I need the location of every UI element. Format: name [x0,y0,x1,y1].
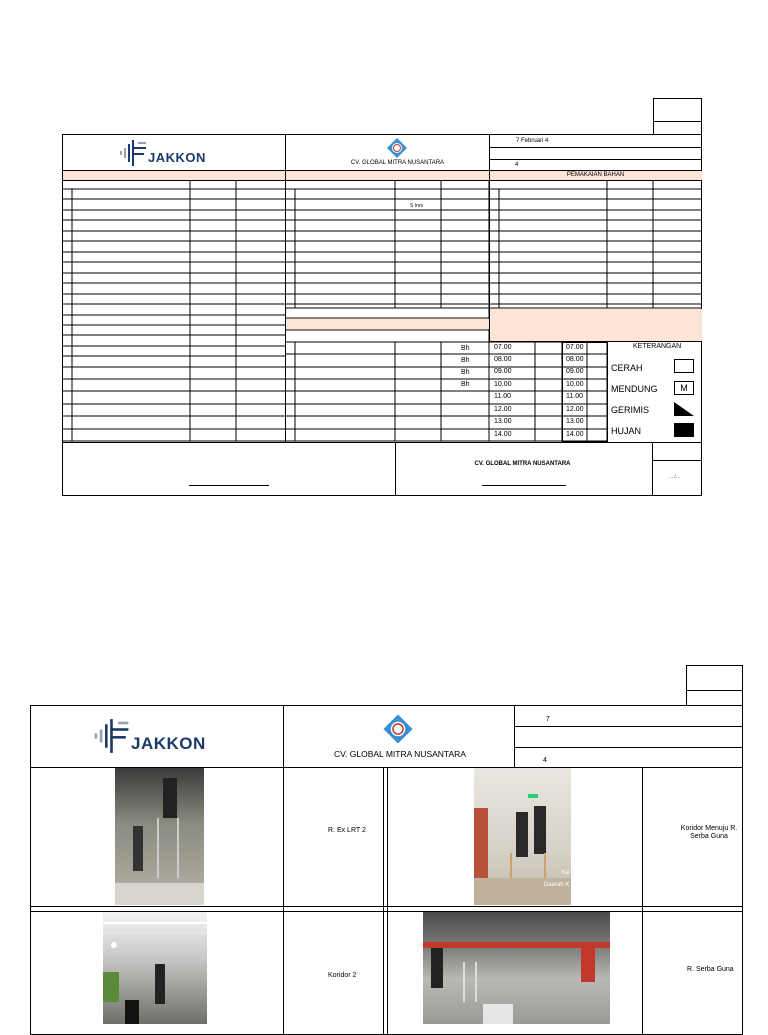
weather-mendung-symbol: M [680,383,688,393]
jakkon-logo [118,138,218,168]
site-photo-1 [115,768,204,905]
time-cell: 07.00 [566,344,584,351]
weather-cerah-label: CERAH [611,363,643,373]
bh-unit: Bh [461,381,470,388]
time-cell: 11.00 [566,393,583,400]
pemakaian-bahan-title: PEMAKAIAN BAHAN [566,172,625,178]
photo-4-caption: R. Serba Guna [687,966,734,973]
time-cell: 07.00 [494,344,512,351]
photo-2-overlay-bottom: Daerah K [544,882,570,888]
time-cell: 12.00 [494,406,512,413]
site-photo-4 [423,912,610,1024]
weather-gerimis-label: GERIMIS [611,405,650,415]
bh-unit: Bh [461,369,470,376]
site-photo-3 [103,912,207,1024]
photo-3-caption: Koridor 2 [328,972,357,979]
corner-box-2a [686,665,743,691]
time-grid-right [562,342,608,442]
globe-diamond-icon [386,137,408,159]
time-cell: 12.00 [566,406,584,413]
weather-mendung-box [674,381,694,395]
drizzle-icon [674,402,694,416]
report-2-date: 7 [546,716,550,723]
report-2-row-number: 4 [543,757,547,764]
time-cell: 13.00 [566,418,584,425]
item-note: S Inrs [410,203,424,209]
corner-box-1b [653,121,702,135]
time-cell: 09.00 [566,368,584,375]
time-cell: 10.00 [494,381,512,388]
time-cell: 13.00 [494,418,512,425]
cv-logo-2 [382,713,414,745]
photo-1-caption: R. Ex LRT 2 [328,827,366,834]
globe-diamond-icon [382,713,414,745]
jakkon-wordmark-2: JAKKON [131,734,206,753]
site-photo-2 [474,768,571,905]
report-date: 7 Februari 4 [516,138,549,144]
time-cell: 08.00 [494,356,512,363]
cv-logo [386,137,408,159]
weather-hujan-label: HUJAN [611,426,642,436]
time-cell: 14.00 [494,431,512,438]
report-row-number: 4 [515,162,519,168]
footer-mark: ..../... [669,474,681,480]
cv-company-name-2: CV. GLOBAL MITRA NUSANTARA [334,749,466,759]
time-cell: 10.00 [566,381,584,388]
photo-2-caption: Koridor Menuju R. Serba Guna [680,825,738,840]
cv-company-name: CV. GLOBAL MITRA NUSANTARA [350,160,445,166]
weather-mendung-label: MENDUNG [611,384,658,394]
time-cell: 08.00 [566,356,584,363]
keterangan-title: KETERANGAN [633,343,682,350]
corner-box-1a [653,98,702,122]
weather-cerah-box [674,359,694,373]
time-cell: 14.00 [566,431,584,438]
bh-unit: Bh [461,345,470,352]
rain-icon [674,423,694,437]
photo-2-overlay-top: Ke [562,870,570,876]
corner-box-2b [686,690,743,706]
time-cell: 11.00 [494,393,511,400]
jakkon-wordmark: JAKKON [148,150,206,165]
footer-company: CV. GLOBAL MITRA NUSANTARA [474,461,571,467]
jakkon-logo-2 [92,716,222,756]
weather-legend [610,356,702,442]
bh-unit: Bh [461,357,470,364]
time-cell: 09.00 [494,368,512,375]
